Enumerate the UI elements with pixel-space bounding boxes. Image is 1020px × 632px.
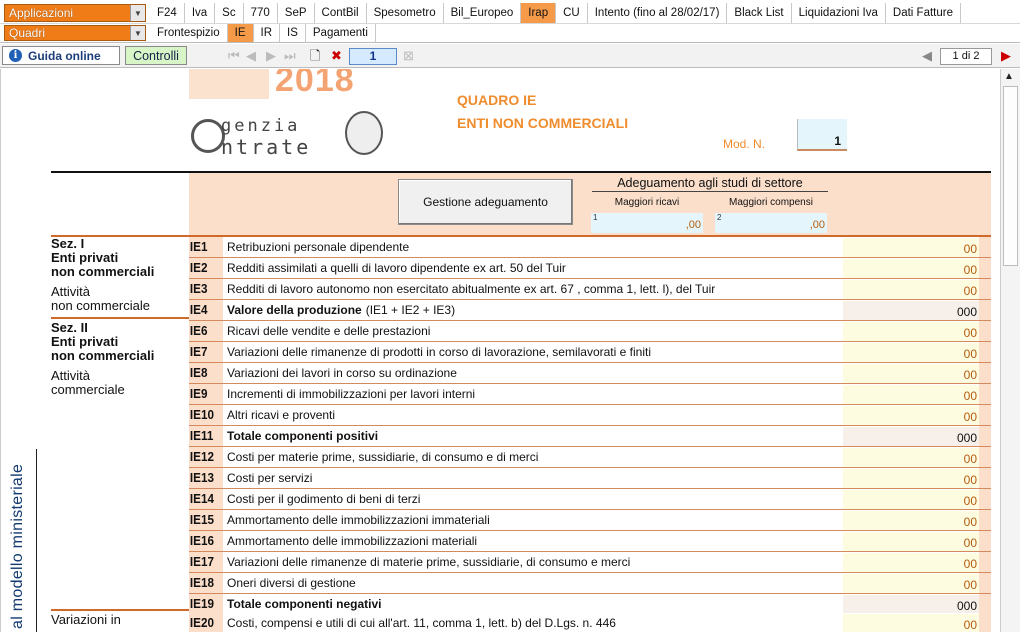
row-margin-cell (979, 279, 991, 299)
row-value-input[interactable]: 00 (843, 532, 979, 551)
form-row-ie14 (189, 489, 991, 510)
applications-tabs (150, 3, 961, 23)
chevron-down-icon[interactable]: ▼ (130, 5, 145, 21)
row-value-input[interactable]: 00 (843, 364, 979, 383)
row-margin-cell (979, 531, 991, 551)
sidebar-vertical-label: al modello ministeriale (9, 463, 26, 629)
row-code: IE13 (189, 468, 220, 488)
row-code: IE6 (189, 321, 220, 341)
sez2-title: Sez. II (51, 320, 88, 335)
row-description-text: Altri ricavi e proventi (227, 408, 336, 422)
year-logo: 2018 (275, 69, 355, 99)
row-code: IE3 (189, 279, 220, 299)
quadro-tab-ir[interactable]: IR (254, 24, 281, 42)
entrate-text: ntrate (221, 135, 312, 159)
row-code: IE11 (189, 426, 220, 446)
sez1-title: Sez. I (51, 236, 85, 251)
row-description (227, 258, 566, 278)
maggiori-compensi-label: Maggiori compensi (729, 197, 813, 208)
quadri-label: Quadri (9, 26, 46, 40)
row-description (227, 489, 420, 509)
row-code: IE8 (189, 363, 220, 383)
field-value: ,00 (809, 219, 825, 231)
sez1-sub2: non commerciali (51, 264, 155, 279)
row-margin-cell (979, 447, 991, 467)
row-description (227, 300, 455, 320)
page-count: 1 di 2 (940, 48, 992, 65)
form-row-ie8 (189, 363, 991, 384)
row-description-text: Costi, compensi e utili di cui all'art. 11, comma 1, lett. b) del D.Lgs. n. 446 (227, 616, 616, 630)
row-value-input[interactable]: 00 (843, 490, 979, 509)
field-number: 1 (593, 213, 598, 222)
row-value-input[interactable]: 00 (843, 406, 979, 425)
app-tab-intento-fino-al-28-02-17[interactable]: Intento (fino al 28/02/17) (588, 3, 728, 23)
row-total-value: 000 (843, 595, 979, 614)
first-record-icon[interactable]: ⏮ (228, 48, 240, 63)
form-row-ie20 (189, 613, 991, 632)
sez2-sub1: Enti privati (51, 334, 119, 349)
row-description (227, 447, 538, 467)
row-value-input[interactable]: 00 (843, 469, 979, 488)
guida-online-button[interactable] (2, 46, 120, 65)
section-2-label (51, 321, 154, 397)
gestione-adeguamento-button[interactable]: Gestione adeguamento (398, 179, 573, 225)
prev-page-icon[interactable]: ◀ (922, 48, 932, 63)
quadro-tab-is[interactable]: IS (280, 24, 306, 42)
row-code: IE15 (189, 510, 220, 530)
quadro-title (457, 89, 628, 135)
row-description (227, 613, 616, 632)
maggiori-ricavi-field[interactable] (591, 213, 703, 233)
row-description-text: Valore della produzione (227, 303, 362, 317)
next-record-icon[interactable]: ▶ (266, 48, 276, 63)
row-code: IE2 (189, 258, 220, 278)
sez1-act1: Attività (51, 284, 91, 299)
row-description (227, 594, 381, 614)
form-row-ie12 (189, 447, 991, 468)
controlli-button[interactable] (125, 46, 187, 65)
form-document (0, 69, 1000, 632)
row-description (227, 405, 335, 425)
row-description (227, 426, 378, 446)
app-tab-bil-europeo[interactable]: Bil_Europeo (444, 3, 522, 23)
app-tab-cu[interactable]: CU (556, 3, 588, 23)
record-number-input[interactable]: 1 (349, 48, 397, 65)
ae-logo-mark (191, 119, 225, 153)
chevron-down-icon[interactable]: ▼ (130, 26, 145, 40)
row-description (227, 531, 477, 551)
row-margin-cell (979, 613, 991, 632)
sidebar-line (36, 449, 37, 632)
new-document-icon[interactable]: 🗋 (310, 48, 321, 63)
row-margin-cell (979, 384, 991, 404)
row-margin-cell (979, 300, 991, 320)
form-row-ie10 (189, 405, 991, 426)
row-code: IE7 (189, 342, 220, 362)
app-tab-black-list[interactable]: Black List (727, 3, 791, 23)
vertical-scrollbar[interactable] (1000, 69, 1020, 632)
row-description-text: Variazioni delle rimanenze di prodotti in corso di lavorazione, semilavorati e finiti (227, 345, 651, 359)
row-value-input[interactable]: 00 (843, 322, 979, 341)
row-description (227, 279, 715, 299)
form-row-ie1 (189, 237, 991, 258)
form-row-ie18 (189, 573, 991, 594)
last-record-icon[interactable]: ⏭ (284, 48, 296, 63)
row-description-text: Ricavi delle vendite e delle prestazioni (227, 324, 431, 338)
applicazioni-label: Applicazioni (9, 6, 74, 20)
row-margin-cell (979, 342, 991, 362)
row-margin-cell (979, 426, 991, 446)
app-tab-liquidazioni-iva[interactable]: Liquidazioni Iva (792, 3, 886, 23)
row-margin-cell (979, 552, 991, 572)
row-code: IE18 (189, 573, 220, 593)
scrollbar-thumb[interactable] (1003, 86, 1018, 266)
row-description-text: Ammortamento delle immobilizzazioni materiali (227, 534, 478, 548)
app-tab-f24[interactable]: F24 (150, 3, 185, 23)
row-code: IE16 (189, 531, 220, 551)
maggiori-compensi-field[interactable] (715, 213, 827, 233)
mod-number-field[interactable]: 1 (797, 119, 847, 151)
app-tab-iva[interactable]: Iva (185, 3, 215, 23)
app-tab-irap[interactable]: Irap (521, 3, 556, 23)
delete-document-icon[interactable]: ✖ (331, 48, 342, 63)
agenzia-entrate-logo (189, 111, 349, 161)
row-description-text: Variazioni delle rimanenze di materie prime, sussidiarie, di consumo e merci (227, 555, 631, 569)
app-tab-contbil[interactable]: ContBil (315, 3, 367, 23)
row-description (227, 363, 457, 383)
mod-number-label: Mod. N. (723, 137, 766, 151)
quadro-title-line2: ENTI NON COMMERCIALI (457, 115, 629, 131)
field-number: 2 (717, 213, 722, 222)
row-margin-cell (979, 594, 991, 614)
row-code: IE12 (189, 447, 220, 467)
quadro-tab-pagamenti[interactable]: Pagamenti (306, 24, 376, 42)
row-value-input[interactable]: 00 (843, 574, 979, 593)
row-margin-cell (979, 510, 991, 530)
prev-record-icon[interactable]: ◀ (246, 48, 256, 63)
row-code: IE19 (189, 594, 220, 614)
k-logo-shape (189, 69, 269, 99)
row-value-input[interactable]: 00 (843, 553, 979, 572)
quadri-menu-row (0, 24, 1020, 43)
row-total-value: 000 (843, 427, 979, 446)
controlli-label: Controlli (133, 48, 179, 63)
next-page-icon[interactable]: ▶ (1001, 48, 1011, 63)
quadro-title-line1: QUADRO IE (457, 92, 537, 108)
form-row-ie3 (189, 279, 991, 300)
row-description (227, 384, 475, 404)
quadri-tabs (150, 24, 376, 42)
row-description (227, 342, 651, 362)
sez1-act2: non commerciale (51, 298, 150, 313)
row-value-input[interactable]: 00 (843, 259, 979, 278)
row-value-input[interactable]: 00 (843, 238, 979, 257)
row-description-suffix: (IE1 + IE2 + IE3) (365, 303, 456, 317)
row-margin-cell (979, 468, 991, 488)
quadri-dropdown[interactable] (4, 25, 146, 41)
applications-menu-row (0, 3, 1020, 24)
row-code: IE17 (189, 552, 220, 572)
guida-online-label: Guida online (28, 48, 101, 63)
row-margin-cell (979, 363, 991, 383)
form-row-ie2 (189, 258, 991, 279)
adeguamento-panel (189, 173, 991, 235)
row-margin-cell (979, 321, 991, 341)
agenzia-text: genzia (221, 116, 301, 136)
row-description-text: Incrementi di immobilizzazioni per lavori interni (227, 387, 476, 401)
disabled-action-icon[interactable]: ⊠ (403, 48, 414, 63)
row-description-text: Redditi assimilati a quelli di lavoro dipendente ex art. 50 del Tuir (227, 261, 566, 275)
row-description (227, 573, 356, 593)
scroll-up-icon[interactable]: ▲ (1004, 71, 1014, 82)
applicazioni-dropdown[interactable] (4, 4, 146, 22)
row-description-text: Costi per il godimento di beni di terzi (227, 492, 421, 506)
form-row-ie4 (189, 300, 991, 321)
row-code: IE20 (189, 613, 220, 632)
row-margin-cell (979, 573, 991, 593)
sez2-sub2: non commerciali (51, 348, 155, 363)
row-value-input[interactable]: 00 (843, 343, 979, 362)
sez1-sub1: Enti privati (51, 250, 119, 265)
form-row-ie6 (189, 321, 991, 342)
row-description-text: Ammortamento delle immobilizzazioni immateriali (227, 513, 490, 527)
row-description (227, 510, 490, 530)
form-row-ie11 (189, 426, 991, 447)
sez2-act2: commerciale (51, 382, 125, 397)
form-row-ie19 (189, 594, 991, 615)
row-value-input[interactable]: 00 (843, 385, 979, 404)
row-value-input[interactable]: 00 (843, 280, 979, 299)
app-tab-sc[interactable]: Sc (215, 3, 243, 23)
row-margin-cell (979, 258, 991, 278)
form-row-ie15 (189, 510, 991, 531)
form-row-ie17 (189, 552, 991, 573)
app-tab-sep[interactable]: SeP (278, 3, 315, 23)
republic-emblem-icon (345, 111, 383, 155)
row-description-text: Totale componenti negativi (227, 597, 382, 611)
row-description-text: Redditi di lavoro autonomo non esercitato abitualmente ex art. 67 , comma 1, lett. l), del Tuir (227, 282, 716, 296)
row-margin-cell (979, 489, 991, 509)
row-code: IE14 (189, 489, 220, 509)
section-3-label (51, 613, 121, 627)
app-tab-spesometro[interactable]: Spesometro (367, 3, 444, 23)
form-row-ie9 (189, 384, 991, 405)
row-value-input[interactable]: 00 (843, 614, 979, 632)
row-description (227, 468, 312, 488)
quadro-tab-ie[interactable]: IE (228, 24, 254, 42)
row-code: IE10 (189, 405, 220, 425)
row-description-text: Retribuzioni personale dipendente (227, 240, 410, 254)
row-margin-cell (979, 237, 991, 257)
adeguamento-title: Adeguamento agli studi di settore (592, 176, 828, 192)
sez3-title: Variazioni in (51, 612, 121, 627)
row-description-text: Costi per servizi (227, 471, 313, 485)
row-code: IE4 (189, 300, 220, 320)
row-description-text: Totale componenti positivi (227, 429, 379, 443)
row-description-text: Costi per materie prime, sussidiarie, di consumo e di merci (227, 450, 539, 464)
form-row-ie7 (189, 342, 991, 363)
row-total-value: 000 (843, 301, 979, 320)
quadro-tab-frontespizio[interactable]: Frontespizio (150, 24, 228, 42)
maggiori-ricavi-label: Maggiori ricavi (614, 197, 680, 208)
row-description (227, 237, 409, 257)
sez2-act1: Attività (51, 368, 91, 383)
toolbar (0, 44, 1020, 68)
row-description-text: Oneri diversi di gestione (227, 576, 356, 590)
row-description (227, 552, 630, 572)
row-description-text: Variazioni dei lavori in corso su ordinazione (227, 366, 457, 380)
row-value-input[interactable]: 00 (843, 448, 979, 467)
row-margin-cell (979, 405, 991, 425)
section-1-label (51, 237, 154, 313)
row-description (227, 321, 430, 341)
form-row-ie16 (189, 531, 991, 552)
app-tab-dati-fatture[interactable]: Dati Fatture (886, 3, 961, 23)
row-code: IE1 (189, 237, 220, 257)
app-tab-770[interactable]: 770 (244, 3, 278, 23)
form-row-ie13 (189, 468, 991, 489)
row-code: IE9 (189, 384, 220, 404)
row-value-input[interactable]: 00 (843, 511, 979, 530)
field-value: ,00 (685, 219, 701, 231)
info-icon: i (9, 49, 22, 62)
